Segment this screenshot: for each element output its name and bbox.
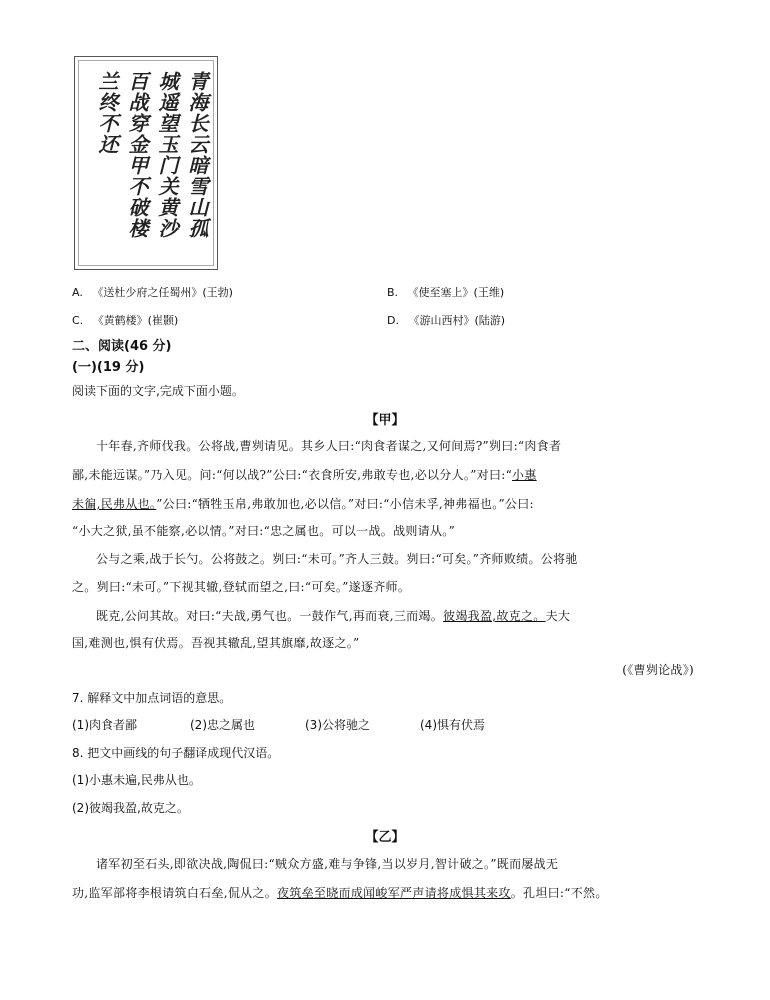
option-a-label: A.	[72, 286, 83, 299]
section-title: 二、阅读(46 分)	[72, 339, 172, 354]
question-8-item-1: (1)小惠未遍,民弗从也。	[72, 773, 201, 787]
option-a	[72, 284, 233, 300]
question-7-item-3: (3)公将驰之	[305, 718, 370, 732]
calligraphy-image	[74, 56, 218, 270]
option-d	[387, 312, 505, 328]
option-c	[72, 312, 178, 328]
jia-line-3	[72, 495, 534, 512]
jia-line-6: 之。刿曰:“未可。”下视其辙,登轼而望之,曰:“可矣。”遂逐齐师。	[72, 580, 411, 594]
option-b-label: B.	[387, 286, 399, 299]
question-7-stem: 7. 解释文中加点词语的意思。	[72, 691, 232, 705]
jia-line-5: 公与之乘,战于长勺。公将鼓之。刿曰:“未可。”齐人三鼓。刿曰:“可矣。”齐师败绩。公将驰	[96, 552, 578, 566]
option-d-label: D.	[387, 314, 399, 327]
jia-line-2	[72, 466, 537, 483]
yi-line-2	[72, 884, 608, 901]
jia-line-1: 十年春,齐师伐我。公将战,曹刿请见。其乡人曰:“肉食者谋之,又何间焉?”刿曰:“肉食者	[96, 439, 562, 453]
jia-line-8: 国,难测也,惧有伏焉。吾视其辙乱,望其旗靡,故逐之。”	[72, 636, 360, 650]
jia-underlined-sentence-part-1: 小惠	[512, 468, 537, 482]
calligraphy-column-4: 兰终不还	[95, 71, 119, 155]
jia-line-3-text: ”公曰:“牺牲玉帛,弗敢加也,必以信。”对曰:“小信未孚,神弗福也。”公曰:	[156, 497, 534, 511]
calligraphy-column-3: 百战穿金甲不破楼	[125, 71, 149, 239]
calligraphy-column-1: 青海长云暗雪山孤	[185, 71, 209, 239]
option-c-label: C.	[72, 314, 84, 327]
question-8-item-2: (2)彼竭我盈,故克之。	[72, 801, 189, 815]
jia-line-7	[96, 607, 570, 624]
jia-line-4: “小大之狱,虽不能察,必以情。”对曰:“忠之属也。可以一战。战则请从。”	[72, 524, 456, 538]
passage-jia-heading: 【甲】	[365, 413, 405, 428]
option-c-text: 《黄鹤楼》(崔颢)	[92, 314, 179, 327]
yi-underlined-sentence: 夜筑垒至晓而成闻峻军严声请将成惧其来攻	[277, 886, 511, 900]
question-7-item-4: (4)惧有伏焉	[420, 718, 485, 732]
option-a-text: 《送杜少府之任蜀州》(王勃)	[92, 286, 233, 299]
option-b-text: 《使至塞上》(王维)	[407, 286, 505, 299]
jia-line-2-text: 鄙,未能远谋。”乃入见。问:“何以战?”公曰:“衣食所安,弗敢专也,必以分人。”对曰:“	[72, 468, 513, 482]
jia-line-7-tail: 夫大	[545, 609, 571, 623]
question-8-stem: 8. 把文中画线的句子翻译成现代汉语。	[72, 746, 280, 760]
question-7-item-2: (2)忠之属也	[190, 718, 255, 732]
jia-underlined-sentence-part-2: 未徧,民弗从也。	[72, 497, 157, 511]
jia-underlined-sentence-2: 彼竭我盈,故克之。	[443, 609, 546, 623]
jia-line-7-text: 既克,公问其故。对曰:“夫战,勇气也。一鼓作气,再而衰,三而竭。	[96, 609, 444, 623]
yi-line-1: 诸军初至石头,即欲决战,陶侃曰:“贼众方盛,难与争锋,当以岁月,智计破之。”既而屡战无	[96, 857, 559, 871]
calligraphy-column-2: 城遥望玉门关黄沙	[155, 71, 179, 239]
yi-line-2-tail: 。孔坦曰:“不然。	[510, 886, 608, 900]
option-b	[387, 284, 504, 300]
reading-instruction: 阅读下面的文字,完成下面小题。	[72, 384, 244, 398]
option-d-text: 《游山西村》(陆游)	[408, 314, 506, 327]
passage-yi-heading: 【乙】	[365, 830, 405, 845]
yi-line-2-text: 功,监军部将李根请筑白石垒,侃从之。	[72, 886, 278, 900]
section-subtitle: (一)(19 分)	[72, 360, 145, 375]
question-7-item-1: (1)肉食者鄙	[72, 718, 137, 732]
jia-source: (《曹刿论战》)	[622, 663, 694, 677]
